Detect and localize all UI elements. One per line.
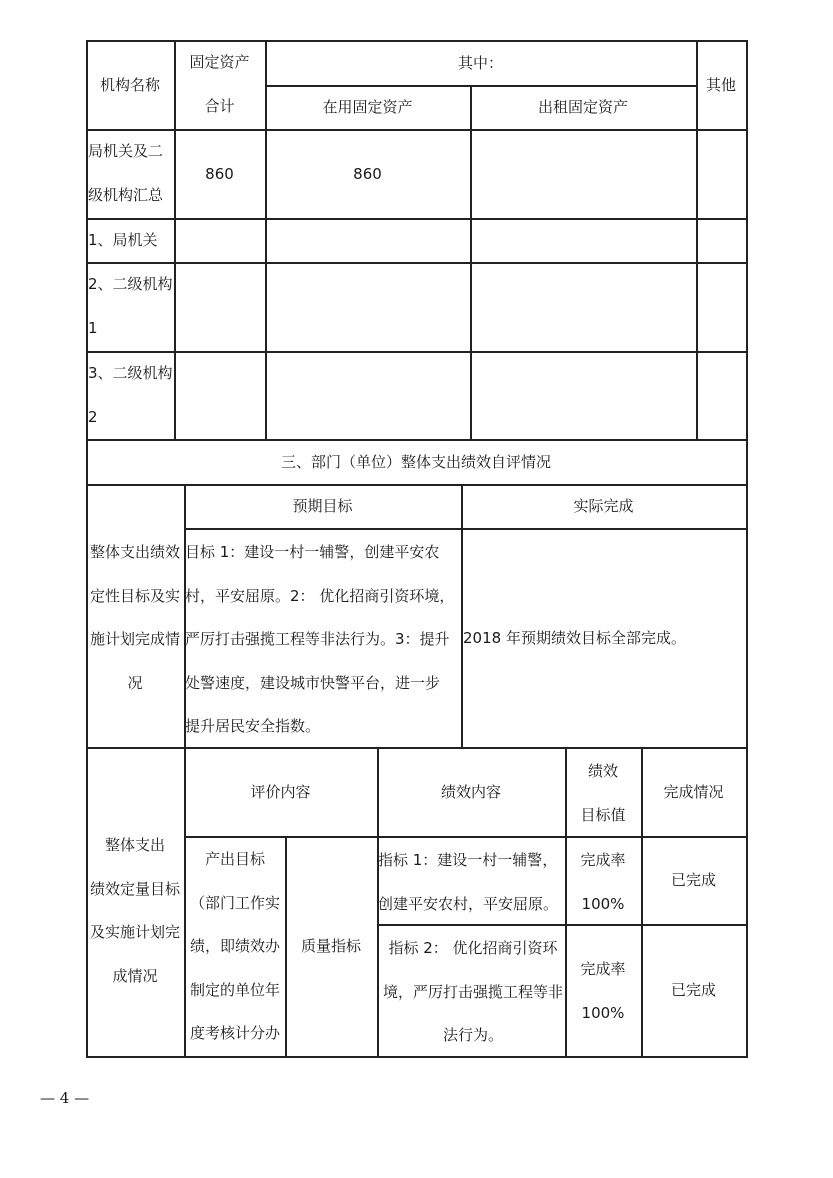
- grid-line: [86, 351, 748, 353]
- cell-value: 860: [205, 164, 234, 183]
- text-line: 指标 2： 优化招商引资环: [388, 939, 558, 957]
- perf-target-header: [565, 749, 641, 836]
- actual-completion-header: [461, 484, 746, 528]
- qualitative-label: [86, 528, 184, 747]
- row-name-line: 局机关及二: [88, 142, 164, 160]
- row-name: [88, 351, 174, 439]
- row-name: [88, 262, 174, 351]
- grid-line: [86, 262, 748, 264]
- text-line: 严厉打击强揽工程等非法行为。3：提升: [185, 630, 450, 648]
- header-label: 绩效: [587, 762, 618, 780]
- header-label: 机构名称: [99, 75, 160, 94]
- expected-goal-header: [184, 484, 461, 528]
- perf-target-row-1: [565, 838, 641, 924]
- header-org-name: [86, 40, 174, 129]
- header-label: 出租固定资产: [537, 98, 628, 116]
- text-line: 度考核计分办: [189, 1024, 280, 1042]
- text-line: 提升居民安全指数。: [185, 717, 321, 735]
- section-title: [86, 439, 746, 484]
- text-line: 绩，即绩效办: [189, 937, 280, 955]
- text-line: 制定的单位年: [189, 980, 280, 999]
- header-label: 其他: [705, 75, 736, 94]
- status-header: [641, 747, 746, 836]
- row-name: [88, 129, 174, 218]
- header-leased: [470, 85, 696, 129]
- label-line: 整体支出: [104, 836, 165, 854]
- header-label: 绩效内容: [440, 782, 501, 801]
- cell-value: 860: [353, 164, 382, 183]
- row-name-line: 1: [88, 319, 98, 337]
- row-in-use: [265, 129, 470, 218]
- row-name: [88, 218, 174, 262]
- text-line: 处警速度，建设城市快警平台，进一步: [185, 673, 441, 692]
- label-line: 成情况: [112, 966, 158, 985]
- header-in-use: [265, 85, 470, 129]
- header-label: 在用固定资产: [322, 98, 413, 116]
- status-text: 已完成: [670, 871, 716, 889]
- status-row-2: [641, 924, 746, 1056]
- text-line: 质量指标: [300, 937, 361, 955]
- text-line: 指标 1：建设一村一辅警，: [378, 851, 558, 869]
- row-name-line: 2、二级机构: [88, 275, 173, 293]
- text-line: 100%: [581, 895, 625, 913]
- text-line: 完成率: [580, 851, 626, 869]
- header-label: 评价内容: [250, 782, 311, 801]
- perf-content-header: [377, 747, 565, 836]
- section-title-text: 三、部门（单位）整体支出绩效自评情况: [280, 452, 551, 471]
- perf-target-row-2: [565, 947, 641, 1035]
- label-line: 整体支出绩效: [89, 543, 180, 561]
- perf-content-row-2: [378, 927, 568, 1056]
- row-name-line: 1、局机关: [88, 231, 158, 249]
- label-line: 施计划完成情: [89, 630, 180, 648]
- status-text: 已完成: [670, 981, 716, 999]
- row-name-line: 3、二级机构: [88, 364, 173, 382]
- grid-line: [746, 439, 748, 1057]
- row-name-line: 2: [88, 408, 98, 426]
- status-row-1: [641, 836, 746, 924]
- label-line: 况: [127, 673, 143, 692]
- grid-line: [86, 218, 748, 220]
- text-line: 创建平安农村，平安屈原。: [378, 895, 559, 913]
- perf-content-row-1: [378, 838, 568, 924]
- page-number: [40, 1089, 89, 1107]
- output-goal-text: [185, 838, 285, 1056]
- quantitative-label: [86, 824, 184, 1004]
- eval-content-header: [184, 747, 377, 836]
- expected-goal-text: [185, 531, 465, 747]
- text-line: 境，严厉打击强揽工程等非: [382, 982, 563, 1001]
- quality-indicator: [285, 836, 377, 1056]
- header-label: 其中：: [457, 53, 503, 72]
- text-line: 完成率: [580, 960, 626, 978]
- text-line: （部门工作实: [189, 893, 280, 912]
- text-line: 目标 1：建设一村一辅警，创建平安农: [185, 543, 440, 561]
- header-label: 预期目标: [292, 497, 353, 515]
- label-line: 定性目标及实: [89, 586, 180, 605]
- header-fixed-assets-total: [174, 40, 265, 129]
- label-line: 及实施计划完: [89, 923, 180, 941]
- header-label: 固定资产: [189, 53, 250, 71]
- header-label: 合计: [204, 97, 235, 115]
- header-label: 目标值: [580, 806, 626, 824]
- label-line: 绩效定量目标: [89, 879, 180, 898]
- text-line: 法行为。: [442, 1026, 503, 1044]
- actual-completion-text: [463, 528, 746, 747]
- row-name-line: 级机构汇总: [88, 186, 164, 204]
- text-line: 2018 年预期绩效目标全部完成。: [463, 628, 686, 647]
- header-label: 完成情况: [663, 782, 724, 801]
- text-line: 产出目标: [204, 850, 265, 868]
- grid-line: [746, 40, 748, 440]
- text-line: 村，平安屈原。2： 优化招商引资环境，: [185, 586, 455, 605]
- header-other: [696, 40, 746, 129]
- page-number-text: — 4 —: [40, 1089, 90, 1107]
- header-label: 实际完成: [573, 497, 634, 515]
- text-line: 100%: [581, 1004, 625, 1022]
- grid-line: [470, 85, 472, 440]
- header-of-which: [265, 40, 696, 85]
- row-total: [174, 129, 265, 218]
